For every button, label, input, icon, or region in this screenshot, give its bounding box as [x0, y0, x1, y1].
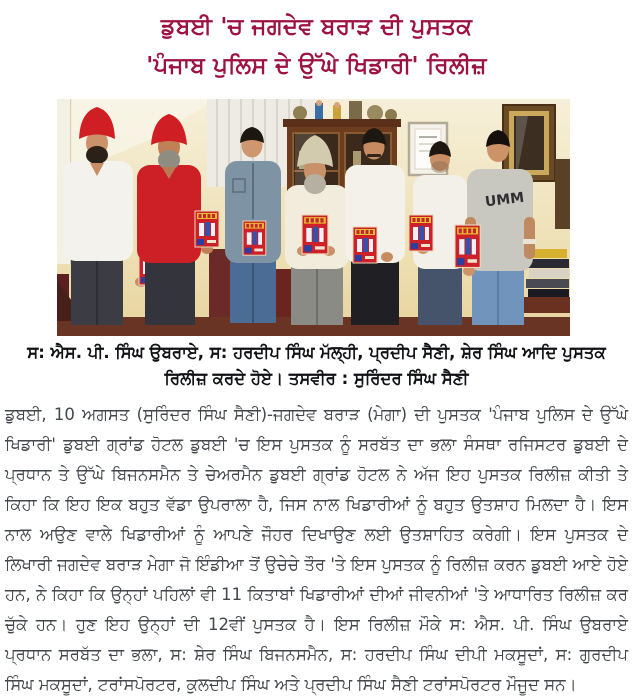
article-body: ਡੁਬਈ, 10 ਅਗਸਤ (ਸੁਰਿੰਦਰ ਸਿੰਘ ਸੈਣੀ)-ਜਗਦੇਵ ਬਰਾੜ (ਮੇਗਾ) ਦੀ ਪੁਸਤਕ 'ਪੰਜਾਬ ਪੁਲਿਸ ਦੇ ਉੱਘੇ ਖਿਡਾਰੀ' ਡੁਬਈ ਗ੍ਰਾਂਡ ਹੋਟਲ ਡੁਬਈ 'ਚ ਇਸ ਪੁਸਤਕ ਨੂੰ ਸਰਬੱਤ ਦਾ ਭਲਾ ਸੰਸਥਾ ਰਜਿਸਟਰ ਡੁਬਈ ਦੇ ਪ੍ਰਧਾਨ ਤੇ ਉੱਘੇ ਬਿਜਨਸਮੈਨ ਤੇ ਚੇਅਰਮੈਨ ਡੁਬਈ ਗ੍ਰਾਂਡ ਹੋਟਲ ਨੇ ਅੱਜ ਇਹ ਪੁਸਤਕ ਰਿਲੀਜ਼ ਕੀਤੀ ਤੇ ਕਿਹਾ ਕਿ ਇਹ ਇਕ ਬਹੁਤ ਵੱਡਾ ਉਪਰਾਲਾ ਹੈ, ਜਿਸ ਨਾਲ ਖਿਡਾਰੀਆਂ ਨੂੰ ਬਹੁਤ ਉਤਸ਼ਾਹ ਮਿਲਦਾ ਹੈ। ਇਸ ਨਾਲ ਅਉਣ ਵਾਲੇ ਖਿਡਾਰੀਆਂ ਨੂੰ ਆਪਣੇ ਜੌਹਰ ਦਿਖਾਉਣ ਲਈ ਉਤਸ਼ਾਹਿਤ ਕਰੇਗੀ। ਇਸ ਪੁਸਤਕ ਦੇ ਲਿਖਾਰੀ ਜਗਦੇਵ ਬਰਾੜ ਮੇਗਾ ਜੋ ਇੰਡੀਆ ਤੋਂ ਉਚੇਚੇ ਤੌਰ 'ਤੇ ਇਸ ਪੁਸਤਕ ਨੂੰ ਰਿਲੀਜ਼ ਕਰਨ ਡੁਬਈ ਆਏ ਹੋਏ ਹਨ, ਨੇ ਕਿਹਾ ਕਿ ਉਨ੍ਹਾਂ ਪਹਿਲਾਂ ਵੀ 11 ਕਿਤਾਬਾਂ ਖਿਡਾਰੀਆਂ ਦੀਆਂ ਜੀਵਨੀਆਂ 'ਤੇ ਆਧਾਰਿਤ ਰਿਲੀਜ਼ ਕਰ ਚੁੱਕੇ ਹਨ। ਹੁਣ ਇਹ ਉਨ੍ਹਾਂ ਦੀ 12ਵੀਂ ਪੁਸਤਕ ਹੈ। ਇਸ ਰਿਲੀਜ਼ ਮੌਕੇ ਸ: ਐਸ. ਪੀ. ਸਿੰਘ ਉਬਰਾਏ ਪ੍ਰਧਾਨ ਸਰਬੱਤ ਦਾ ਭਲਾ, ਸ: ਸ਼ੇਰ ਸਿੰਘ ਬਿਜਨਸਮੈਨ, ਸ: ਹਰਦੀਪ ਸਿੰਘ ਦੀਪੀ ਮਕਸੂਦਾਂ, ਸ: ਗੁਰਦੀਪ ਸਿੰਘ ਮਕਸੂਦਾਂ, ਟਰਾਂਸਪੋਰਟਰ, ਕੁਲਦੀਪ ਸਿੰਘ ਅਤੇ ਪ੍ਰਦੀਪ ਸਿੰਘ ਸੈਣੀ ਟਰਾਂਸਪੋਰਟਰ ਮੌਜੂਦ ਸਨ। — [5, 405, 628, 694]
title-line-2: 'ਪੰਜਾਬ ਪੁਲਿਸ ਦੇ ਉੱਘੇ ਖਿਡਾਰੀ' ਰਿਲੀਜ਼ — [146, 53, 487, 79]
photo-illustration — [57, 99, 570, 336]
photo-caption: ਸ: ਐਸ. ਪੀ. ਸਿੰਘ ਉਬਰਾਏ, ਸ: ਹਰਦੀਪ ਸਿੰਘ ਮੱਲ੍ਹੀ, ਪ੍ਰਦੀਪ ਸੈਣੀ, ਸ਼ੇਰ ਸਿੰਘ ਆਦਿ ਪੁਸਤਕ ਰਿਲੀਜ਼ ਕਰਦੇ ਹੋਏ। ਤਸਵੀਰ : ਸੁਰਿੰਦਰ ਸਿੰਘ ਸੈਣੀ — [27, 343, 606, 388]
title-line-1: ਡੁਬਈ 'ਚ ਜਗਦੇਵ ਬਰਾੜ ਦੀ ਪੁਸਤਕ — [160, 14, 473, 40]
article-photo — [57, 99, 570, 336]
tshirt-text: UMM — [484, 189, 526, 211]
article-title — [0, 0, 633, 86]
